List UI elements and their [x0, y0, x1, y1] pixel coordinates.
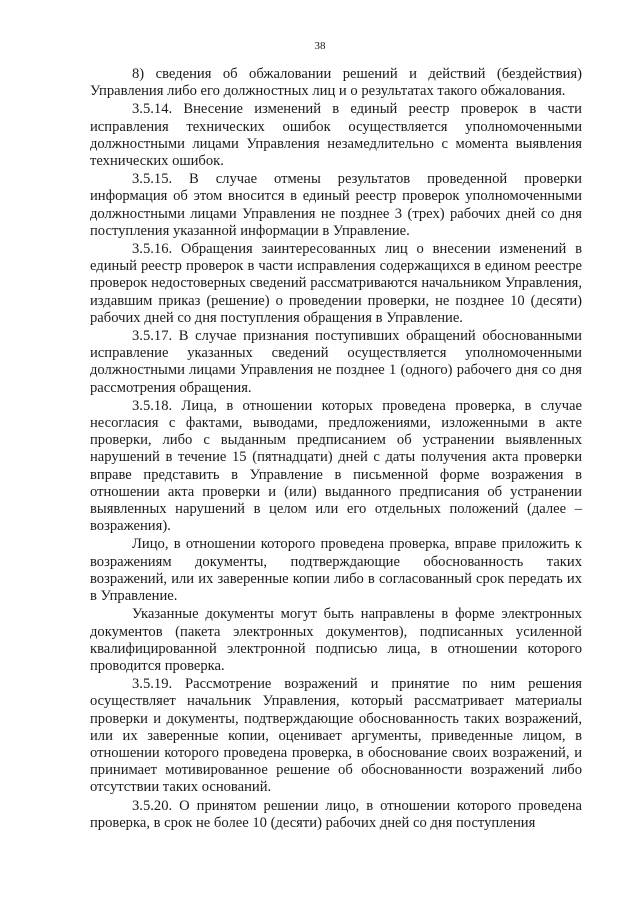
paragraph-3-5-20: 3.5.20. О принятом решении лицо, в отношении которого проведена проверка, в срок не более 10 (десяти) рабочих дней со дня поступления — [90, 797, 582, 831]
paragraph-objections-documents: Лицо, в отношении которого проведена проверка, вправе приложить к возражениям документы, подтверждающие обоснованность таких возражений, или их заверенные копии либо в согласованный срок передать их в Управление. — [90, 536, 582, 605]
paragraph-electronic-documents: Указанные документы могут быть направлены в форме электронных документов (пакета электронных документов), подписанных усиленной квалифицированной электронной подписью лица, в отношении которого проводится проверка. — [90, 606, 582, 674]
paragraph-3-5-15: 3.5.15. В случае отмены результатов проведенной проверки информация об этом вносится в единый реестр проверок уполномоченными должностными лицами Управления не позднее 3 (трех) рабочих дней со дня поступления указанной информации в Управление. — [90, 171, 582, 239]
paragraph-item-8: 8) сведения об обжаловании решений и действий (бездействия) Управления либо его должностных лиц и о результатах такого обжалования. — [90, 66, 582, 100]
paragraph-3-5-19: 3.5.19. Рассмотрение возражений и принятие по ним решения осуществляет начальник Управления, который рассматривает материалы проверки и документы, подтверждающие обоснованность таких возражений, или их заверенные копии, оценивает аргументы, приведенные лицом, в отношении которого проведена проверка, в обоснование своих возражений, и принимает мотивированное решение об обоснованности возражений либо отсутствии таких оснований. — [90, 676, 582, 796]
paragraph-3-5-18: 3.5.18. Лица, в отношении которых проведена проверка, в случае несогласия с фактами, выводами, предложениями, изложенными в акте проверки, либо с выданным предписанием об устранении выявленных нарушений в течение 15 (пятнадцати) дней с даты получения акта проверки вправе представить в Управление в письменной форме возражения в отношении акта проверки и (или) выданного предписания об устранении выявленных нарушений в целом или его отдельных положений (далее – возражения). — [90, 397, 582, 535]
paragraph-3-5-14: 3.5.14. Внесение изменений в единый реестр проверок в части исправления технических ошибок осуществляется уполномоченными должностными лицами Управления незамедлительно с момента выявления технических ошибок. — [90, 101, 582, 170]
document-body — [90, 66, 582, 832]
page-number: 38 — [314, 40, 326, 52]
paragraph-3-5-17: 3.5.17. В случае признания поступивших обращений обоснованными исправление указанных сведений осуществляется уполномоченными должностными лицами Управления не позднее 1 (одного) рабочего дня со дня рассмотрения обращения. — [90, 328, 582, 396]
paragraph-3-5-16: 3.5.16. Обращения заинтересованных лиц о внесении изменений в единый реестр проверок в части исправления содержащихся в едином реестре проверок недостоверных сведений рассматриваются начальником Управления, издавшим приказ (решение) о проведении проверки, не позднее 10 (десяти) рабочих дней со дня поступления обращения в Управление. — [90, 241, 582, 326]
